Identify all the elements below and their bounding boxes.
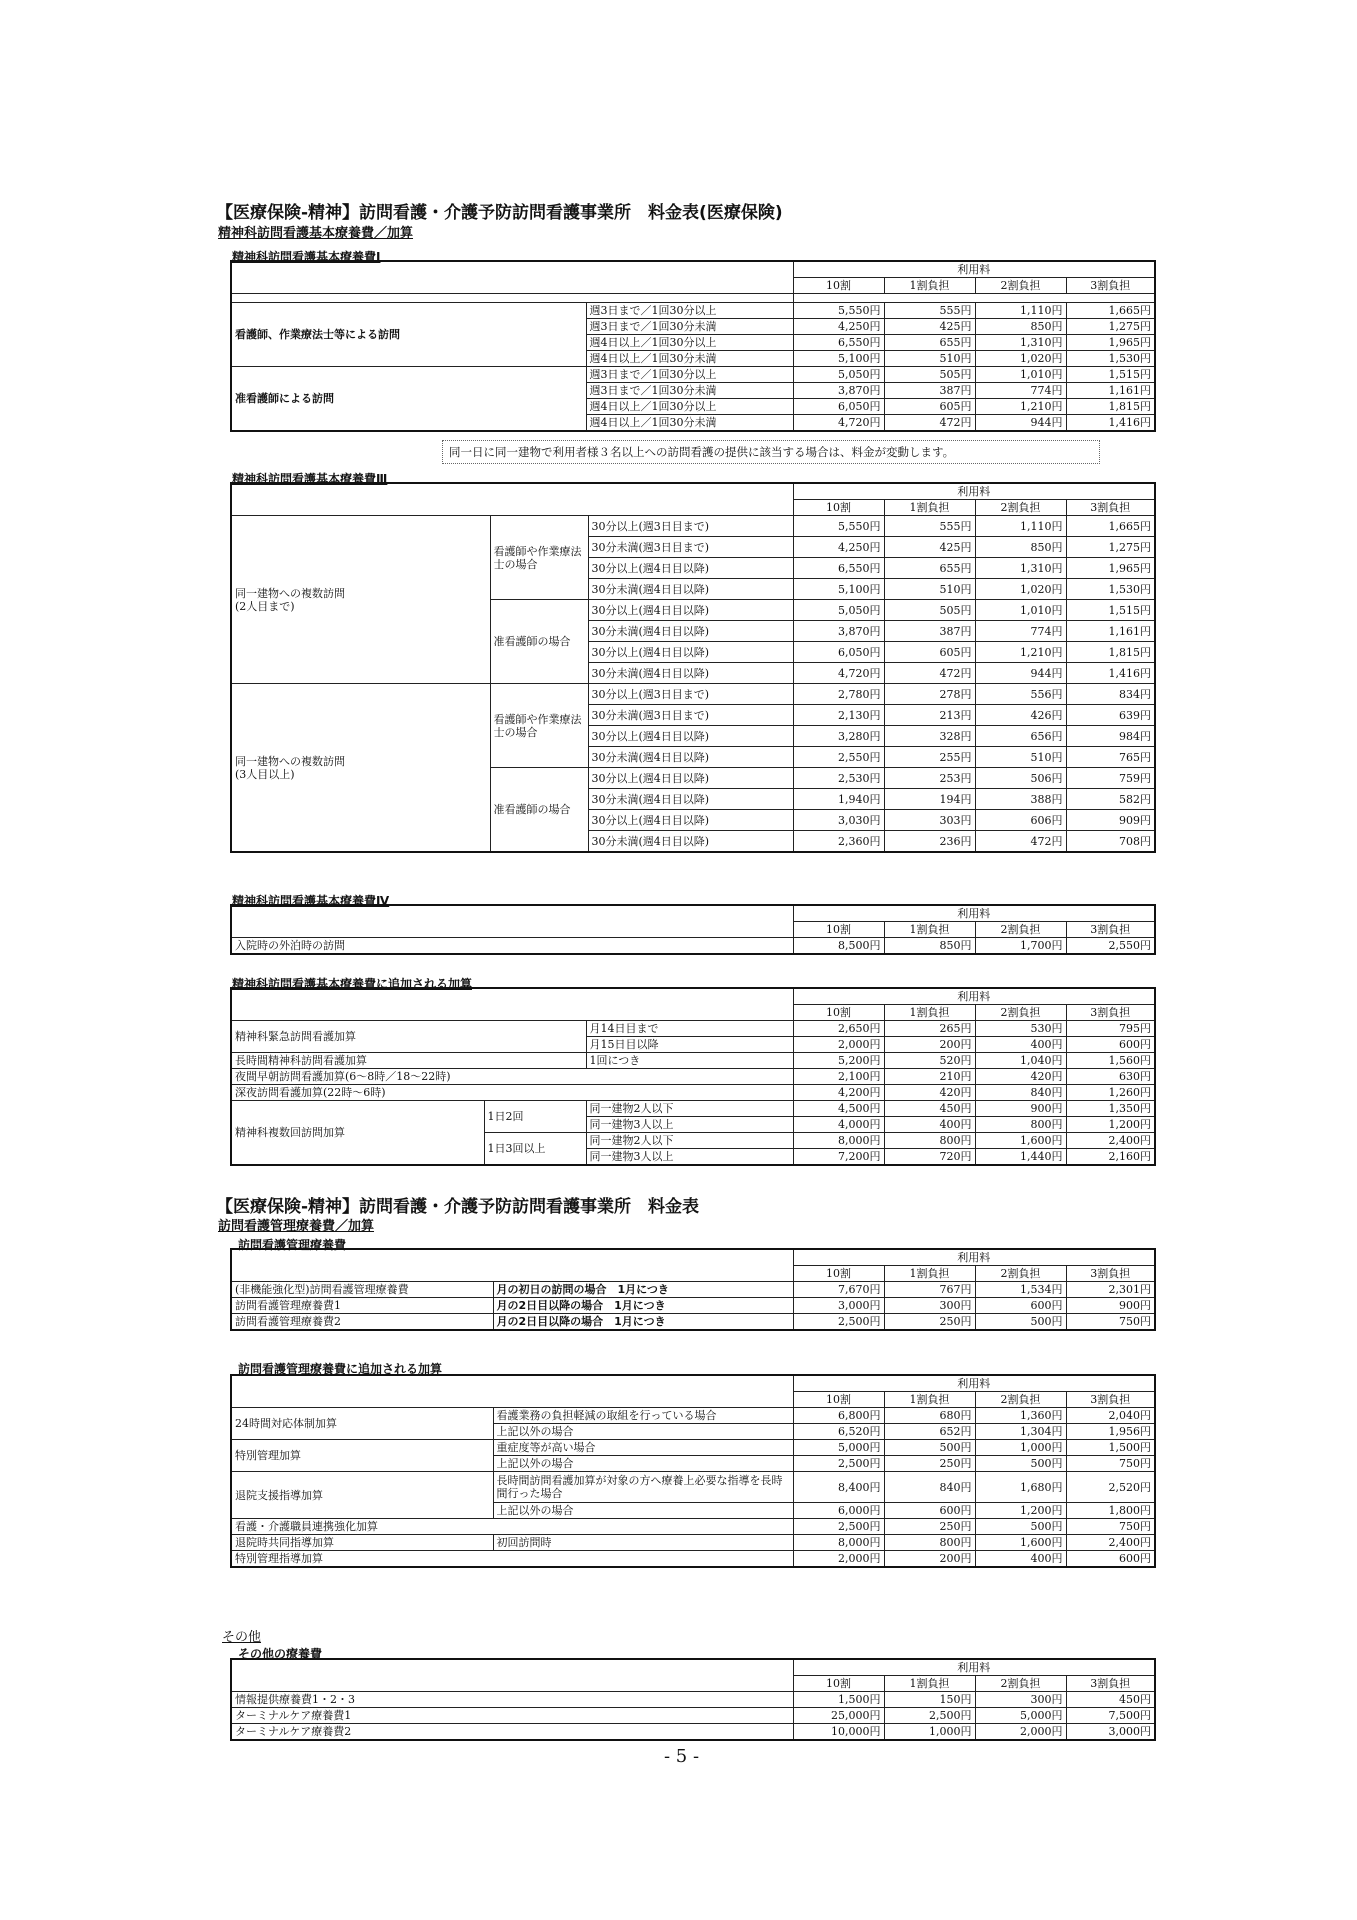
table-row: 週3日まで／1回30分未満 4,250円 425円 850円 1,275円	[231, 319, 1155, 335]
fee-cell: 759円	[1066, 768, 1155, 789]
fee-cell: 425円	[884, 537, 975, 558]
condition-cell: 30分未満(週3日目まで)	[588, 537, 793, 558]
table-row: 精神科緊急訪問看護加算 月14日目まで 2,650円 265円 530円 795円	[231, 1021, 1155, 1037]
table-row: 上記以外の場合 6,000円 600円 1,200円 1,800円	[231, 1503, 1155, 1519]
fee-cell: 1,815円	[1066, 642, 1155, 663]
table-row: 同一建物3人以上 4,000円 400円 800円 1,200円	[231, 1117, 1155, 1133]
table-caption-basic-additions: 精神科訪問看護基本療養費に追加される加算	[232, 977, 473, 991]
table-caption-management-additions: 訪問看護管理療養費に追加される加算	[238, 1362, 443, 1376]
table-caption-basic-III: 精神科訪問看護基本療養費Ⅲ	[232, 472, 388, 486]
condition-cell: 30分以上(週4日目以降)	[588, 642, 793, 663]
fee-cell: 708円	[1066, 831, 1155, 853]
fee-cell: 388円	[975, 789, 1066, 810]
table-row: 特別管理指導加算 2,000円 200円 400円 600円	[231, 1551, 1155, 1568]
table-row: 入院時の外泊時の訪問 8,500円 850円 1,700円 2,550円	[231, 938, 1155, 955]
table-row: 退院時共同指導加算 初回訪問時 8,000円 800円 1,600円 2,400円	[231, 1535, 1155, 1551]
fee-cell: 639円	[1066, 705, 1155, 726]
condition-cell: 30分以上(週4日目以降)	[588, 600, 793, 621]
fee-cell: 656円	[975, 726, 1066, 747]
fee-cell: 850円	[975, 537, 1066, 558]
fee-cell: 606円	[975, 810, 1066, 831]
table-row: 同一建物3人以上 7,200円 720円 1,440円 2,160円	[231, 1149, 1155, 1166]
condition-cell: 30分未満(週4日目以降)	[588, 831, 793, 853]
table-management: 利用料 10割 1割負担 2割負担 3割負担 (非機能強化型)訪問看護管理療養費 月の初日の訪問の場合 1月につき 7,670円 767円 1,534円 2,301円 訪問看護管理療養費1 月の2日目以降の場合 1月につき 3,000円 300円 600円 900円 訪問看護管理療養費2 月の2日目以降の場合 1月につき 2,500円 250円 500円 750円	[230, 1248, 1156, 1331]
fee-cell: 253円	[884, 768, 975, 789]
table-row: 上記以外の場合 6,520円 652円 1,304円 1,956円	[231, 1424, 1155, 1440]
section-subtitle-1: 精神科訪問看護基本療養費／加算	[218, 226, 414, 241]
condition-cell: 30分未満(週4日目以降)	[588, 747, 793, 768]
table-row: 深夜訪問看護加算(22時～6時) 4,200円 420円 840円 1,260円	[231, 1085, 1155, 1101]
table-row: 週4日以上／1回30分未満 5,100円 510円 1,020円 1,530円	[231, 351, 1155, 367]
fee-cell: 2,530円	[793, 768, 884, 789]
fee-cell: 2,550円	[793, 747, 884, 768]
fee-cell: 506円	[975, 768, 1066, 789]
table-row: 24時間対応体制加算 看護業務の負担軽減の取組を行っている場合 6,800円 680円 1,360円 2,040円	[231, 1408, 1155, 1424]
other-heading: その他	[222, 1630, 262, 1645]
table-row: 准看護師による訪問 週3日まで／1回30分以上 5,050円 505円 1,010円 1,515円	[231, 367, 1155, 383]
fee-cell: 328円	[884, 726, 975, 747]
table-row: 上記以外の場合 2,500円 250円 500円 750円	[231, 1456, 1155, 1472]
fee-cell: 909円	[1066, 810, 1155, 831]
fee-cell: 2,130円	[793, 705, 884, 726]
condition-cell: 30分未満(週4日目以降)	[588, 621, 793, 642]
table-row	[231, 516, 1155, 537]
condition-cell: 30分以上(週4日目以降)	[588, 810, 793, 831]
fee-cell: 3,280円	[793, 726, 884, 747]
table-row: 情報提供療養費1・2・3 1,500円 150円 300円 450円	[231, 1692, 1155, 1708]
condition-cell: 30分以上(週3日目まで)	[588, 516, 793, 537]
condition-cell: 30分以上(週3日目まで)	[588, 684, 793, 705]
fee-cell: 1,210円	[975, 642, 1066, 663]
fee-cell: 1,161円	[1066, 621, 1155, 642]
fee-cell: 505円	[884, 600, 975, 621]
fee-cell: 472円	[975, 831, 1066, 853]
table-caption-management: 訪問看護管理療養費	[238, 1238, 347, 1252]
table-row: 退院支援指導加算 長時間訪問看護加算が対象の方へ療養上必要な指導を長時間行った場合 8,400円 840円 1,680円 2,520円	[231, 1472, 1155, 1503]
fee-cell: 5,550円	[793, 516, 884, 537]
table-row: 訪問看護管理療養費2 月の2日目以降の場合 1月につき 2,500円 250円 500円 750円	[231, 1314, 1155, 1331]
fee-cell: 255円	[884, 747, 975, 768]
table-row	[231, 684, 1155, 705]
sub-group-label: 准看護師の場合	[490, 600, 588, 684]
condition-cell: 30分以上(週4日目以降)	[588, 558, 793, 579]
table-row: 週3日まで／1回30分未満 3,870円 387円 774円 1,161円	[231, 383, 1155, 399]
fee-cell: 834円	[1066, 684, 1155, 705]
fee-cell: 5,050円	[793, 600, 884, 621]
table-management-additions: 利用料 10割 1割負担 2割負担 3割負担 24時間対応体制加算 看護業務の負担軽減の取組を行っている場合 6,800円 680円 1,360円 2,040円 上記以外の場合 6,520円 652円 1,304円 1,956円 特別管理加算 重症度等が高い場合 5,000円 500円 1,000円 1,500円 上記以外の場合 2,500円 250円 500円 750円 退院支援指導加算 長時間訪問看護加算が対象の方へ療養上必要な指導を長時間行った場合 8,400円 840円 1,680円 2,520円 上記以外の場合 6,000円 600円 1,200円 1,800円 看護・介護職員連携強化加算 2,500円 250円 500円 750円 退院時共同指導加算 初回訪問時 8,000円 800円 1,600円 2,400円 特別管理指導加算 2,000円 200円 400円 600円	[230, 1374, 1156, 1568]
fee-cell: 510円	[975, 747, 1066, 768]
table-row: ターミナルケア療養費1 25,000円 2,500円 5,000円 7,500円	[231, 1708, 1155, 1724]
group-label: 同一建物への複数訪問 (2人目まで)	[231, 516, 490, 684]
table-basic-additions: 利用料 10割 1割負担 2割負担 3割負担 精神科緊急訪問看護加算 月14日目まで 2,650円 265円 530円 795円 月15日目以降 2,000円 200円 400円 600円 長時間精神科訪問看護加算 1回につき 5,200円 520円 1,040円 1,560円 夜間早朝訪問看護加算(6～8時／18～22時) 2,100円 210円 420円 630円 深夜訪問看護加算(22時～6時) 4,200円 420円 840円 1,260円 精神科複数回訪問加算 1日2回 同一建物2人以下 4,500円 450円 900円 1,350円 同一建物3人以上 4,000円 400円 800円 1,200円 1日3回以上 同一建物2人以下 8,000円 800円 1,600円 2,400円 同一建物3人以上 7,200円 720円 1,440円 2,160円	[230, 987, 1156, 1166]
notice-box: 同一日に同一建物で利用者様３名以上への訪問看護の提供に該当する場合は、料金が変動します。	[442, 440, 1100, 464]
section-subtitle-2: 訪問看護管理療養費／加算	[218, 1219, 375, 1234]
fee-cell: 4,720円	[793, 663, 884, 684]
fee-cell: 278円	[884, 684, 975, 705]
condition-cell: 30分以上(週4日目以降)	[588, 726, 793, 747]
fee-cell: 1,310円	[975, 558, 1066, 579]
fee-cell: 387円	[884, 621, 975, 642]
table-row: 精神科複数回訪問加算 1日2回 同一建物2人以下 4,500円 450円 900円 1,350円	[231, 1101, 1155, 1117]
fee-cell: 1,965円	[1066, 558, 1155, 579]
table-row: 1日3回以上 同一建物2人以下 8,000円 800円 1,600円 2,400円	[231, 1133, 1155, 1149]
fee-cell: 984円	[1066, 726, 1155, 747]
sub-group-label: 准看護師の場合	[490, 768, 588, 853]
table-row: 訪問看護管理療養費1 月の2日目以降の場合 1月につき 3,000円 300円 600円 900円	[231, 1298, 1155, 1314]
table-other: 利用料 10割 1割負担 2割負担 3割負担 情報提供療養費1・2・3 1,500円 150円 300円 450円 ターミナルケア療養費1 25,000円 2,500円 5,000円 7,500円 ターミナルケア療養費2 10,000円 1,000円 2,000円 3,000円	[230, 1658, 1156, 1741]
fee-cell: 944円	[975, 663, 1066, 684]
fee-cell: 5,100円	[793, 579, 884, 600]
fee-cell: 303円	[884, 810, 975, 831]
table-row: (非機能強化型)訪問看護管理療養費 月の初日の訪問の場合 1月につき 7,670円 767円 1,534円 2,301円	[231, 1282, 1155, 1298]
fee-cell: 3,870円	[793, 621, 884, 642]
table-basic-IV: 利用料 10割 1割負担 2割負担 3割負担 入院時の外泊時の訪問 8,500円 850円 1,700円 2,550円	[230, 904, 1156, 955]
table-row: ターミナルケア療養費2 10,000円 1,000円 2,000円 3,000円	[231, 1724, 1155, 1741]
fee-cell: 1,515円	[1066, 600, 1155, 621]
condition-cell: 30分未満(週4日目以降)	[588, 663, 793, 684]
table-row: 週4日以上／1回30分以上 6,550円 655円 1,310円 1,965円	[231, 335, 1155, 351]
fee-cell: 1,530円	[1066, 579, 1155, 600]
table-row: 特別管理加算 重症度等が高い場合 5,000円 500円 1,000円 1,500円	[231, 1440, 1155, 1456]
condition-cell: 30分未満(週3日目まで)	[588, 705, 793, 726]
fee-cell: 236円	[884, 831, 975, 853]
sub-group-label: 看護師や作業療法士の場合	[490, 516, 588, 600]
document-title-2: 【医療保険-精神】訪問看護・介護予防訪問看護事業所 料金表	[216, 1197, 700, 1217]
fee-cell: 472円	[884, 663, 975, 684]
table-basic-I: 利用料 10割 1割負担 2割負担 3割負担 看護師、作業療法士等による訪問 週3日まで／1回30分以上 5,550円 555円 1,110円 1,665円 週3日まで／1回30分未満 4,250円 425円 850円 1,275円 週4日以上／1回30分以上 6,550円 655円 1,310円 1,965円 週4日以上／1回30分未満 5,100円 510円 1,020円 1,530円 准看護師による訪問 週3日まで／1回30分以上 5,050円 505円 1,010円 1,515円 週3日まで／1回30分未満 3,870円 387円 774円 1,161円 週4日以上／1回30分以上 6,050円 605円 1,210円 1,815円 週4日以上／1回30分未満 4,720円 472円 944円 1,416円	[230, 260, 1156, 432]
fee-cell: 774円	[975, 621, 1066, 642]
fee-cell: 6,550円	[793, 558, 884, 579]
table-caption-basic-I: 精神科訪問看護基本療養費Ⅰ	[232, 250, 381, 264]
fee-cell: 510円	[884, 579, 975, 600]
fee-cell: 6,050円	[793, 642, 884, 663]
table-row: 夜間早朝訪問看護加算(6～8時／18～22時) 2,100円 210円 420円 630円	[231, 1069, 1155, 1085]
fee-cell: 555円	[884, 516, 975, 537]
document-title-1: 【医療保険-精神】訪問看護・介護予防訪問看護事業所 料金表(医療保険)	[216, 203, 783, 223]
table-row: 週4日以上／1回30分未満 4,720円 472円 944円 1,416円	[231, 415, 1155, 432]
fee-cell: 1,940円	[793, 789, 884, 810]
fee-cell: 3,030円	[793, 810, 884, 831]
condition-cell: 30分未満(週4日目以降)	[588, 789, 793, 810]
table-caption-other: その他の療養費	[238, 1647, 323, 1661]
table-caption-basic-IV: 精神科訪問看護基本療養費Ⅳ	[232, 894, 390, 908]
fee-cell: 2,780円	[793, 684, 884, 705]
fee-cell: 1,665円	[1066, 516, 1155, 537]
fee-cell: 1,020円	[975, 579, 1066, 600]
fee-cell: 213円	[884, 705, 975, 726]
fee-cell: 605円	[884, 642, 975, 663]
table-row: 月15日目以降 2,000円 200円 400円 600円	[231, 1037, 1155, 1053]
table-row: 看護・介護職員連携強化加算 2,500円 250円 500円 750円	[231, 1519, 1155, 1535]
fee-cell: 1,275円	[1066, 537, 1155, 558]
fee-cell: 1,110円	[975, 516, 1066, 537]
fee-cell: 1,010円	[975, 600, 1066, 621]
fee-cell: 426円	[975, 705, 1066, 726]
sub-group-label: 看護師や作業療法士の場合	[490, 684, 588, 768]
fee-cell: 556円	[975, 684, 1066, 705]
page-number: - 5 -	[664, 1746, 700, 1767]
table-row: 看護師、作業療法士等による訪問 週3日まで／1回30分以上 5,550円 555円 1,110円 1,665円	[231, 303, 1155, 319]
fee-cell: 582円	[1066, 789, 1155, 810]
condition-cell: 30分以上(週4日目以降)	[588, 768, 793, 789]
fee-cell: 4,250円	[793, 537, 884, 558]
fee-cell: 194円	[884, 789, 975, 810]
table-basic-III: 利用料 10割 1割負担 2割負担 3割負担 同一建物への複数訪問 (2人目まで) 看護師や作業療法士の場合 30分以上(週3日目まで) 5,550円 555円 1,110円 1,665円 30分未満(週3日目まで) 4,250円 425円 850円 1,275円 30分以上(週4日目以降) 6,550円 655円 1,310円 1,965円 30分未満(週4日目以降) 5,100円 510円 1,020円 1,530円 准看護師の場合 30分以上(週4日目以降) 5,050円 505円 1,010円 1,515円 30分未満(週4日目以降) 3,870円 387円 774円 1,161円 30分以上(週4日目以降) 6,050円 605円 1,210円 1,815円 30分未満(週4日目以降) 4,720円 472円 944円 1,416円 同一建物への複数訪問 (3人目以上) 看護師や作業療法士の場合 30分以上(週3日目まで) 2,780円 278円 556円 834円 30分未満(週3日目まで) 2,130円 213円 426円 639円 30分以上(週4日目以降) 3,280円 328円 656円 984円 30分未満(週4日目以降) 2,550円 255円 510円 765円 准看護師の場合 30分以上(週4日目以降) 2,530円 253円 506円 759円 30分未満(週4日目以降) 1,940円 194円 388円 582円 30分以上(週4日目以降) 3,030円 303円 606円 909円 30分未満(週4日目以降) 2,360円 236円 472円 708円	[230, 482, 1156, 853]
fee-cell: 655円	[884, 558, 975, 579]
fee-cell: 1,416円	[1066, 663, 1155, 684]
condition-cell: 30分未満(週4日目以降)	[588, 579, 793, 600]
fee-cell: 2,360円	[793, 831, 884, 853]
table-row: 週4日以上／1回30分以上 6,050円 605円 1,210円 1,815円	[231, 399, 1155, 415]
fee-cell: 765円	[1066, 747, 1155, 768]
table-row: 長時間精神科訪問看護加算 1回につき 5,200円 520円 1,040円 1,560円	[231, 1053, 1155, 1069]
group-label: 同一建物への複数訪問 (3人目以上)	[231, 684, 490, 853]
